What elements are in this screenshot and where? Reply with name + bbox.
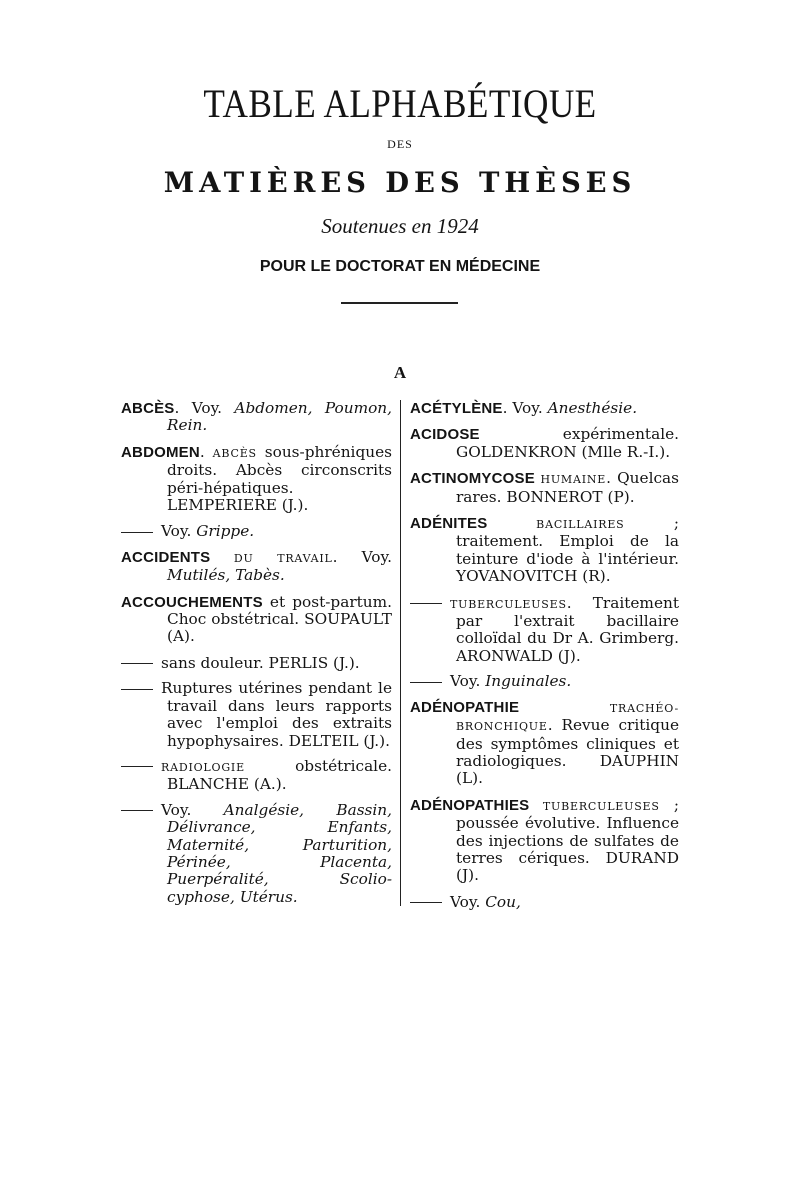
entry-adenopathie — [410, 699, 679, 788]
repeat-dash — [410, 595, 450, 612]
entry-acidose — [410, 426, 679, 461]
entry-abdomen — [121, 444, 392, 515]
entry-smallcaps: TUBERCULEUSES — [450, 597, 567, 611]
repeat-dash — [410, 673, 450, 690]
repeat-dash — [121, 523, 161, 540]
entry-adenites — [410, 515, 679, 586]
entry-text: Voy. — [450, 892, 486, 911]
entry-adenopathies — [410, 797, 679, 885]
entry-text: Voy. — [161, 522, 197, 541]
entry-accidents — [121, 549, 392, 585]
right-column — [410, 400, 679, 919]
entry-smallcaps: DU TRAVAIL — [210, 551, 333, 565]
entry-text: Voy. — [161, 800, 224, 819]
doctorate-line: POUR LE DOCTORAT EN MÉDECINE — [259, 258, 541, 275]
entry-abces — [121, 400, 392, 435]
entry-text: . Voy. — [502, 399, 548, 417]
title-connector: DES — [387, 137, 413, 151]
subentry-abdomen-voy — [121, 523, 392, 540]
entry-smallcaps: ABCÈS — [212, 446, 257, 460]
entry-smallcaps: TUBERCULEUSES — [529, 799, 660, 813]
entry-text: et post-partum. Choc obstétrical. SOUPAULT (A). — [167, 592, 392, 646]
repeat-dash — [121, 802, 161, 819]
entry-crossref: Mutilés, Tabès. — [167, 566, 285, 585]
entry-text: . Voy. — [174, 399, 235, 417]
entry-text: obstétricale. BLANCHE (A.). — [167, 756, 392, 794]
entry-smallcaps: BACILLAIRES — [487, 518, 625, 532]
entry-accouchements — [121, 594, 392, 646]
entry-text: . Revue critique des symptômes cliniques et radiologiques. DAUPHIN (L). — [456, 716, 679, 788]
repeat-dash — [121, 758, 161, 775]
repeat-dash — [121, 655, 161, 672]
entry-heading: ACÉTYLÈNE — [410, 400, 503, 417]
entry-heading: ADÉNOPATHIES — [410, 796, 530, 814]
entry-acetylene — [410, 400, 679, 417]
entry-crossref: Abdomen, Poumon, Rein. — [167, 399, 393, 435]
subentry-adenites-voy — [410, 673, 679, 690]
entry-heading: ABCÈS — [121, 400, 175, 417]
entry-smallcaps: HUMAINE — [534, 473, 607, 487]
entry-text: . — [199, 442, 213, 461]
entry-heading: ACCOUCHEMENTS — [121, 593, 263, 611]
entry-text: ; traitement. Emploi de la teinture d'iode à l'intérieur. YOVANOVITCH (R). — [456, 514, 679, 586]
entry-text: . Quelcas rares. BONNEROT (P). — [456, 469, 679, 506]
entry-text: sans douleur. PERLIS (J.). — [161, 653, 360, 672]
page-title: TABLE ALPHABÉTIQUE — [203, 81, 597, 126]
entry-text: ; poussée évolutive. Influence des injections de sulfates de terres cériques. DURAND (J). — [456, 795, 679, 885]
entry-text: . Voy. — [332, 547, 392, 566]
entry-smallcaps: RADIOLOGIE — [161, 760, 245, 774]
repeat-dash — [121, 680, 161, 697]
entry-crossref: Grippe. — [196, 522, 255, 541]
entry-heading: ADÉNITES — [410, 515, 488, 533]
entry-actinomycose — [410, 470, 679, 506]
entry-crossref: Inguinales. — [485, 672, 572, 691]
subentry-sans-douleur — [121, 655, 392, 672]
subentry-ruptures — [121, 680, 392, 750]
entry-heading: ACIDOSE — [410, 426, 480, 444]
repeat-dash — [410, 894, 450, 911]
entry-text: Voy. — [450, 672, 486, 691]
entry-crossref: Cou, — [485, 892, 521, 911]
column-divider — [400, 400, 401, 906]
entry-text: . Traitement par l'extrait bacillaire colloïdal du Dr A. Grimberg. ARONWALD (J). — [456, 593, 679, 665]
entry-crossref: Anesthésie. — [547, 399, 638, 417]
left-column — [121, 400, 392, 914]
entry-heading: ACCIDENTS — [121, 548, 211, 566]
entry-heading: ACTINOMYCOSE — [410, 470, 535, 488]
title-rule — [341, 302, 458, 304]
subentry-tuberculeuses — [410, 595, 679, 666]
subentry-adenopathies-voy — [410, 894, 679, 911]
subentry-radiologie — [121, 758, 392, 794]
subentry-accouchements-voy — [121, 802, 392, 906]
year-line: Soutenues en 1924 — [321, 214, 479, 238]
section-letter: A — [393, 363, 407, 382]
page-subtitle: MATIÈRES DES THÈSES — [163, 166, 637, 199]
entry-text: expérimentale. GOLDENKRON (Mlle R.-I.). — [456, 425, 679, 461]
entry-heading: ADÉNOPATHIE — [410, 698, 520, 716]
entry-text: sous-phréniques droits. Abcès circonscrits péri-hépatiques. LEMPERIERE (J.). — [167, 442, 392, 515]
entry-text: Ruptures utérines pendant le travail dans leurs rapports avec l'emploi des extraits hypophysaires. DELTEIL (J.). — [161, 679, 392, 750]
entry-crossref: Analgésie, Bassin, Délivrance, Enfants, Maternité, Parturition, Périnée, Placenta, Puerpéralité, Scolio-cyphose, Utérus. — [167, 800, 392, 906]
entry-heading: ABDOMEN — [121, 443, 200, 461]
entry-smallcaps: TRACHÉO-BRONCHIQUE — [456, 701, 679, 734]
